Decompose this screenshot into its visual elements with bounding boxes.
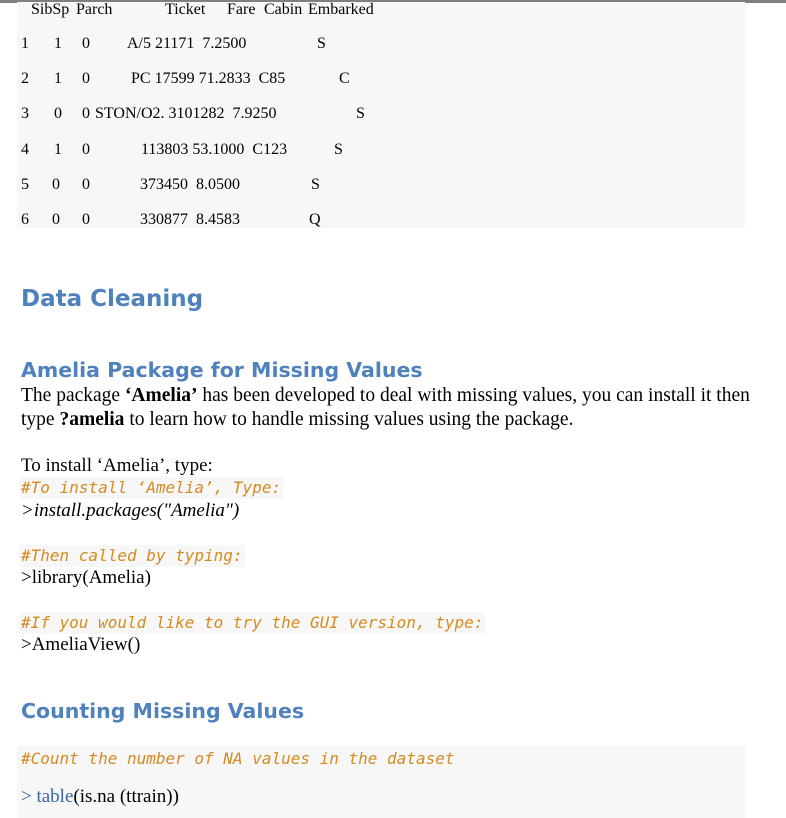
- amelia-description: The package ‘Amelia’ has been developed to deal with missing values, you can install it then type ?amelia to learn how to handle missing values using the package.: [21, 385, 750, 430]
- table-cell-parch: 0: [82, 211, 90, 228]
- table-cell-embarked: C: [339, 70, 350, 87]
- code-ameliaview: >AmeliaView(): [21, 634, 141, 655]
- table-cell-sibsp: 0: [54, 105, 62, 122]
- table-row-index: 2: [21, 70, 29, 87]
- table-cell-embarked: Q: [309, 211, 321, 228]
- code-comment-count: #Count the number of NA values in the dataset: [21, 749, 455, 768]
- table-row-index: 1: [21, 35, 29, 52]
- col-fare-header: Fare: [227, 1, 256, 18]
- table-cell-embarked: S: [311, 176, 320, 193]
- table-row-index: 6: [21, 211, 29, 228]
- heading-amelia-package: Amelia Package for Missing Values: [21, 358, 423, 382]
- col-embarked-header: Embarked: [308, 1, 374, 18]
- table-cell-ticket-fare-cabin: 330877 8.4583: [140, 211, 240, 228]
- table-cell-sibsp: 1: [54, 141, 62, 158]
- code-func-table: table: [36, 786, 74, 807]
- table-cell-parch: 0: [82, 105, 90, 122]
- code-comment-then: #Then called by typing:: [21, 546, 243, 565]
- install-intro: To install ‘Amelia’, type:: [21, 455, 213, 476]
- col-parch-header: Parch: [76, 1, 113, 18]
- table-cell-embarked: S: [356, 105, 365, 122]
- table-row-index: 3: [21, 105, 29, 122]
- code-table-is-na: > table(is.na (ttrain)): [21, 786, 179, 807]
- table-cell-ticket-fare-cabin: 113803 53.1000 C123: [141, 141, 288, 158]
- col-ticket-header: Ticket: [165, 1, 206, 18]
- amelia-name-bold: ‘Amelia’: [124, 385, 198, 406]
- table-row-index: 4: [21, 141, 29, 158]
- table-cell-parch: 0: [82, 176, 90, 193]
- table-cell-sibsp: 1: [54, 70, 62, 87]
- amelia-help-bold: ?amelia: [59, 409, 125, 430]
- col-sibsp-header: SibSp: [31, 1, 70, 18]
- table-cell-ticket-fare-cabin: 373450 8.0500: [140, 176, 240, 193]
- code-comment-install: #To install ‘Amelia’, Type:: [21, 478, 282, 497]
- code-comment-gui: #If you would like to try the GUI version, type:: [21, 613, 484, 632]
- table-cell-embarked: S: [334, 141, 343, 158]
- table-cell-parch: 0: [82, 35, 90, 52]
- heading-counting-missing: Counting Missing Values: [21, 699, 305, 723]
- table-cell-embarked: S: [317, 35, 326, 52]
- col-cabin-header: Cabin: [264, 1, 303, 18]
- table-cell-parch: 0: [82, 141, 90, 158]
- table-cell-sibsp: 1: [54, 35, 62, 52]
- table-cell-sibsp: 0: [52, 176, 60, 193]
- code-library-amelia: >library(Amelia): [21, 567, 151, 588]
- code-install-packages: >install.packages("Amelia"): [21, 500, 240, 521]
- table-row-index: 5: [21, 176, 29, 193]
- table-cell-ticket-fare-cabin: STON/O2. 3101282 7.9250: [95, 105, 277, 122]
- table-cell-sibsp: 0: [52, 211, 60, 228]
- table-cell-parch: 0: [82, 70, 90, 87]
- table-cell-ticket-fare-cabin: PC 17599 71.2833 C85: [131, 70, 286, 87]
- table-cell-ticket-fare-cabin: A/5 21171 7.2500: [127, 35, 247, 52]
- heading-data-cleaning: Data Cleaning: [21, 286, 204, 312]
- code-args: (is.na (ttrain)): [73, 786, 179, 807]
